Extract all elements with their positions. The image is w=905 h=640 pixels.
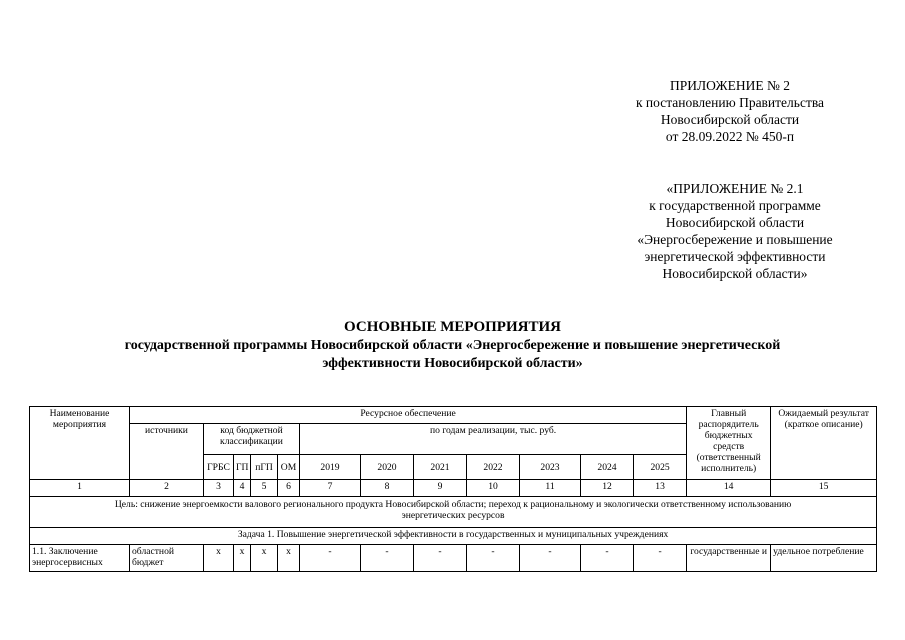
goal-row: Цель: снижение энергоемкости валового регионального продукта Новосибирской области; переход к рациональному и экологически ответственному использованию энергетических ресурсов [30, 497, 877, 528]
measure-year-value: - [520, 545, 581, 572]
column-number: 4 [234, 480, 251, 497]
header-code-grbs: ГРБС [204, 455, 234, 480]
column-number: 13 [634, 480, 687, 497]
appendix-main-line: от 28.09.2022 № 450-п [665, 129, 795, 144]
measure-code: х [204, 545, 234, 572]
measure-name: 1.1. Заключение энергосервисных [30, 545, 130, 572]
column-number: 7 [300, 480, 361, 497]
appendix-sub-line: энергетической эффективности [644, 249, 826, 264]
header-year: 2021 [414, 455, 467, 480]
appendix-sub-line: Новосибирской области» [662, 266, 808, 281]
header-main-manager: Главный распорядитель бюджетных средств (ответственный исполнитель) [687, 407, 771, 480]
measure-year-value: - [634, 545, 687, 572]
header-by-years: по годам реализации, тыс. руб. [300, 424, 687, 455]
task-row: Задача 1. Повышение энергетической эффективности в государственных и муниципальных учреждениях [30, 528, 877, 545]
measure-year-value: - [361, 545, 414, 572]
column-number: 1 [30, 480, 130, 497]
column-number: 9 [414, 480, 467, 497]
header-year: 2020 [361, 455, 414, 480]
measure-year-value: - [467, 545, 520, 572]
column-number: 6 [278, 480, 300, 497]
appendix-sub-line: к государственной программе [649, 198, 821, 213]
appendix-sub-line: «ПРИЛОЖЕНИЕ № 2.1 [666, 181, 804, 196]
appendix-main-block [585, 77, 875, 145]
header-code-gp: ГП [234, 455, 251, 480]
appendix-sub-line: Новосибирской области [665, 215, 805, 230]
document-title [0, 318, 905, 373]
column-number: 10 [467, 480, 520, 497]
header-name: Наименование мероприятия [30, 407, 130, 480]
measure-source: областной бюджет [130, 545, 204, 572]
appendix-sub-block [590, 180, 880, 282]
header-year: 2024 [581, 455, 634, 480]
column-number: 12 [581, 480, 634, 497]
column-number: 5 [251, 480, 278, 497]
measure-code: х [278, 545, 300, 572]
column-number: 2 [130, 480, 204, 497]
measure-manager: государственные и [687, 545, 771, 572]
title-line-3: эффективности Новосибирской области» [322, 356, 583, 371]
appendix-main-line: к постановлению Правительства [635, 95, 825, 110]
title-line-2: государственной программы Новосибирской области «Энергосбережение и повышение энергетической [124, 338, 781, 353]
measure-year-value: - [414, 545, 467, 572]
header-resources: Ресурсное обеспечение [130, 407, 687, 424]
header-sources: источники [130, 424, 204, 480]
column-number: 3 [204, 480, 234, 497]
appendix-main-line: ПРИЛОЖЕНИЕ № 2 [669, 78, 791, 93]
table-row [30, 545, 877, 572]
header-year: 2025 [634, 455, 687, 480]
title-line-1: ОСНОВНЫЕ МЕРОПРИЯТИЯ [344, 319, 561, 335]
header-budget-code: код бюджетной классификации [204, 424, 300, 455]
measure-code: х [234, 545, 251, 572]
header-year: 2022 [467, 455, 520, 480]
measure-year-value: - [300, 545, 361, 572]
column-number: 8 [361, 480, 414, 497]
column-number: 14 [687, 480, 771, 497]
column-number: 11 [520, 480, 581, 497]
header-code-pgp: пГП [251, 455, 278, 480]
appendix-main-line: Новосибирской области [660, 112, 800, 127]
header-year: 2019 [300, 455, 361, 480]
measure-year-value: - [581, 545, 634, 572]
measures-table [29, 406, 877, 572]
header-code-om: ОМ [278, 455, 300, 480]
measure-code: х [251, 545, 278, 572]
header-expected-result: Ожидаемый результат (краткое описание) [771, 407, 877, 480]
measure-result: удельное потребление [771, 545, 877, 572]
column-number: 15 [771, 480, 877, 497]
header-year: 2023 [520, 455, 581, 480]
appendix-sub-line: «Энергосбережение и повышение [637, 232, 833, 247]
